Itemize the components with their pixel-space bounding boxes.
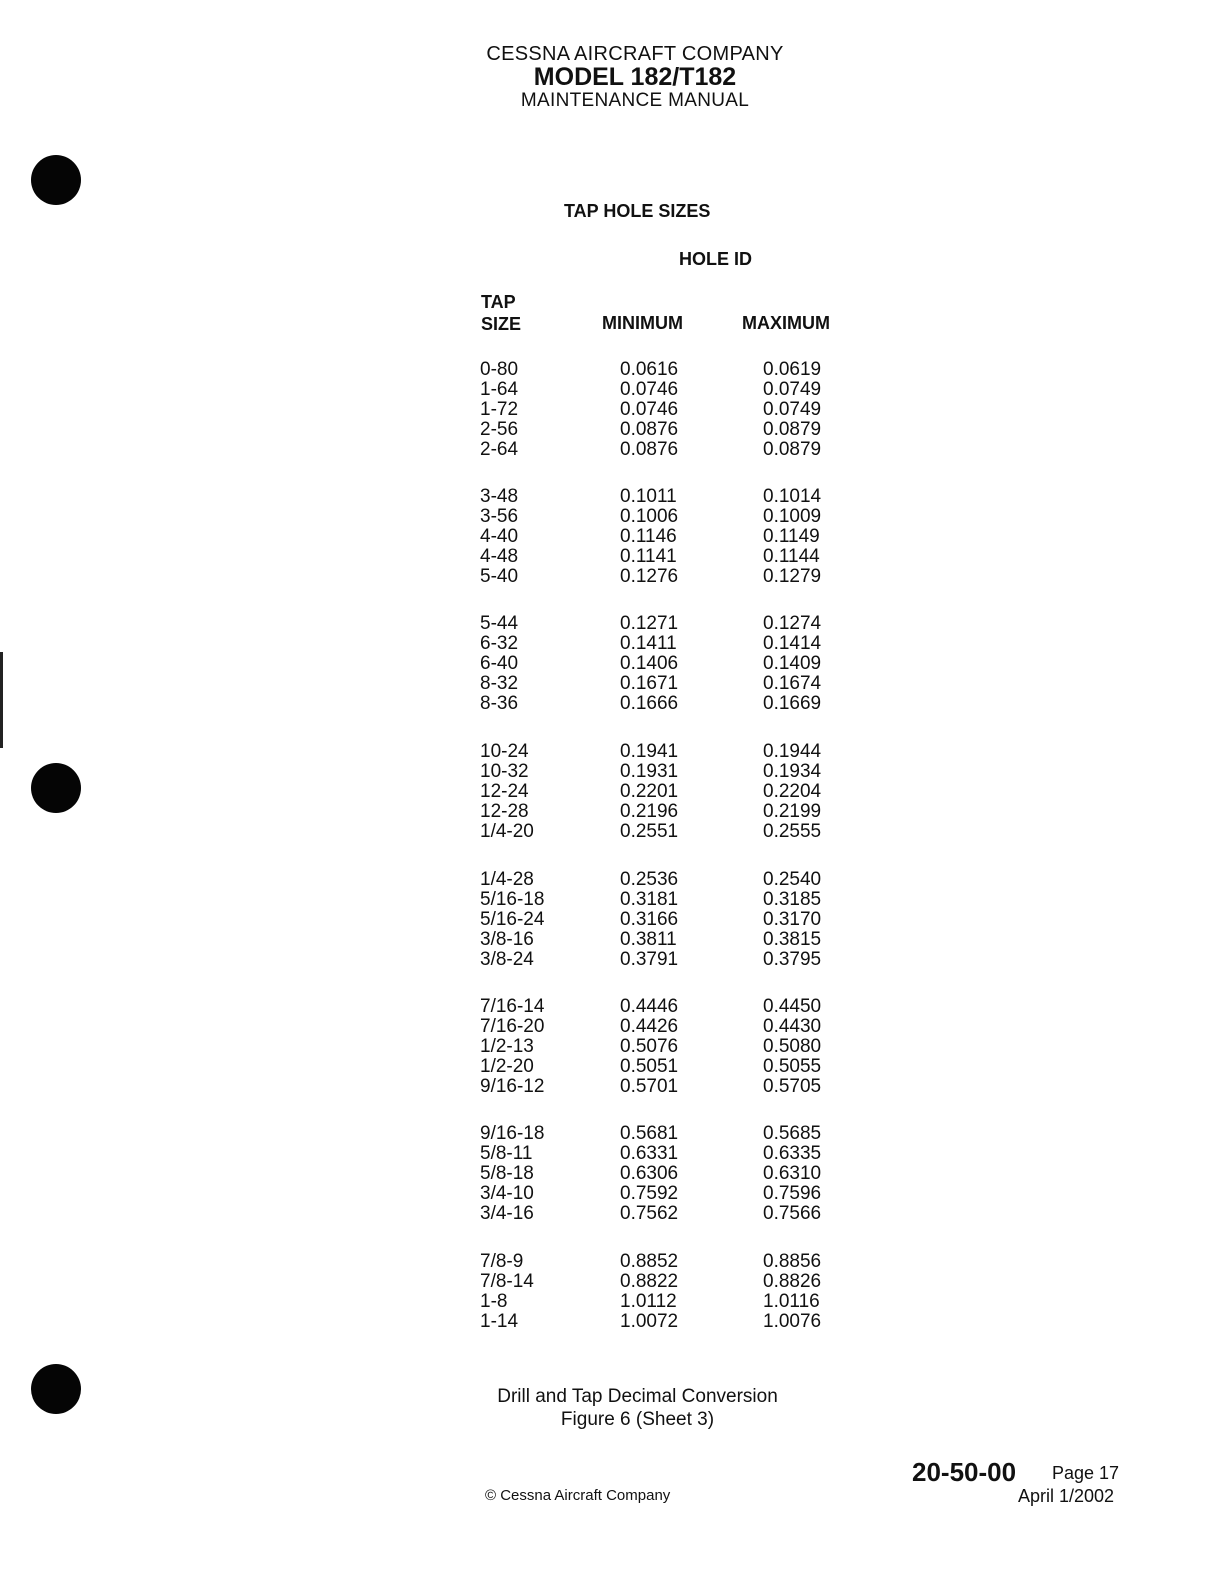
minimum-cell: 0.1271 bbox=[620, 613, 679, 634]
tap-size-cell: 10-32 bbox=[480, 761, 529, 782]
tap-size-cell: 3-48 bbox=[480, 486, 519, 507]
page-header bbox=[0, 44, 1220, 110]
maximum-cell: 0.0879 bbox=[763, 419, 822, 440]
minimum-cell: 0.1411 bbox=[620, 633, 677, 654]
minimum-cell: 0.6331 bbox=[620, 1143, 679, 1164]
maximum-cell: 0.5685 bbox=[763, 1123, 822, 1144]
minimum-cell: 0.5701 bbox=[620, 1076, 679, 1097]
table-row bbox=[0, 1124, 1220, 1144]
table-row bbox=[0, 1272, 1220, 1292]
maximum-cell: 0.1669 bbox=[763, 693, 822, 714]
maximum-cell: 0.1149 bbox=[763, 526, 820, 547]
maximum-cell: 0.2199 bbox=[763, 801, 822, 822]
maximum-cell: 0.1674 bbox=[763, 673, 822, 694]
minimum-cell: 0.1146 bbox=[620, 526, 677, 547]
company-name: CESSNA AIRCRAFT COMPANY bbox=[486, 43, 784, 65]
caption-figure: Figure 6 (Sheet 3) bbox=[560, 1409, 715, 1430]
tap-size-cell: 1-72 bbox=[480, 399, 519, 420]
minimum-cell: 0.1666 bbox=[620, 693, 679, 714]
revision-date: April 1/2002 bbox=[1018, 1486, 1115, 1506]
table-row bbox=[0, 567, 1220, 587]
maximum-cell: 0.3185 bbox=[763, 889, 822, 910]
maximum-cell: 0.4450 bbox=[763, 996, 822, 1017]
minimum-cell: 0.1006 bbox=[620, 506, 679, 527]
minimum-cell: 0.4446 bbox=[620, 996, 679, 1017]
punch-hole-icon bbox=[31, 155, 81, 205]
tap-size-cell: 12-24 bbox=[480, 781, 529, 802]
tap-size-cell: 1-8 bbox=[480, 1291, 508, 1312]
minimum-cell: 1.0072 bbox=[620, 1311, 679, 1332]
tap-size-cell: 8-36 bbox=[480, 693, 519, 714]
table-row bbox=[0, 1312, 1220, 1332]
tap-size-cell: 6-32 bbox=[480, 633, 519, 654]
row-group bbox=[0, 997, 1220, 1097]
table-row bbox=[0, 1204, 1220, 1224]
tap-size-cell: 1/4-20 bbox=[480, 821, 534, 842]
tap-size-cell: 10-24 bbox=[480, 741, 529, 762]
table-row bbox=[0, 1252, 1220, 1272]
tap-size-cell: 3-56 bbox=[480, 506, 519, 527]
row-group bbox=[0, 614, 1220, 714]
maximum-cell: 0.1014 bbox=[763, 486, 822, 507]
table-row bbox=[0, 782, 1220, 802]
tap-size-cell: 9/16-12 bbox=[480, 1076, 545, 1097]
maximum-cell: 0.4430 bbox=[763, 1016, 822, 1037]
tap-size-cell: 7/16-20 bbox=[480, 1016, 545, 1037]
tap-size-cell: 4-40 bbox=[480, 526, 519, 547]
minimum-cell: 0.5051 bbox=[620, 1056, 679, 1077]
tap-size-cell: 9/16-18 bbox=[480, 1123, 545, 1144]
table-row bbox=[0, 634, 1220, 654]
maximum-cell: 0.5055 bbox=[763, 1056, 822, 1077]
minimum-cell: 0.8852 bbox=[620, 1251, 679, 1272]
table-title: TAP HOLE SIZES bbox=[564, 201, 711, 221]
tap-size-cell: 5/8-18 bbox=[480, 1163, 534, 1184]
table-row bbox=[0, 547, 1220, 567]
caption-title: Drill and Tap Decimal Conversion bbox=[497, 1386, 778, 1407]
maximum-cell: 0.0879 bbox=[763, 439, 822, 460]
maximum-cell: 0.5705 bbox=[763, 1076, 822, 1097]
tap-size-header-line1: TAP bbox=[481, 292, 516, 312]
maximum-cell: 0.7596 bbox=[763, 1183, 822, 1204]
maximum-cell: 0.1409 bbox=[763, 653, 822, 674]
minimum-cell: 0.0746 bbox=[620, 399, 679, 420]
maximum-cell: 0.6335 bbox=[763, 1143, 822, 1164]
tap-size-cell: 3/8-24 bbox=[480, 949, 534, 970]
tap-size-cell: 8-32 bbox=[480, 673, 519, 694]
tap-size-cell: 5-44 bbox=[480, 613, 519, 634]
minimum-cell: 0.7562 bbox=[620, 1203, 679, 1224]
tap-size-cell: 1-14 bbox=[480, 1311, 519, 1332]
maximum-cell: 0.3795 bbox=[763, 949, 822, 970]
maximum-cell: 0.3815 bbox=[763, 929, 822, 950]
maximum-cell: 0.8856 bbox=[763, 1251, 822, 1272]
table-row bbox=[0, 614, 1220, 634]
tap-size-cell: 3/4-10 bbox=[480, 1183, 534, 1204]
table-row bbox=[0, 654, 1220, 674]
row-group bbox=[0, 1252, 1220, 1332]
table-row bbox=[0, 742, 1220, 762]
table-row bbox=[0, 1292, 1220, 1312]
table-row bbox=[0, 1184, 1220, 1204]
minimum-cell: 0.3791 bbox=[620, 949, 679, 970]
tap-size-header-line2: SIZE bbox=[481, 314, 522, 334]
table-row bbox=[0, 360, 1220, 380]
tap-size-cell: 7/8-9 bbox=[480, 1251, 524, 1272]
maximum-cell: 0.8826 bbox=[763, 1271, 822, 1292]
table-row bbox=[0, 870, 1220, 890]
minimum-cell: 0.1141 bbox=[620, 546, 677, 567]
minimum-cell: 0.0876 bbox=[620, 439, 679, 460]
minimum-cell: 0.2551 bbox=[620, 821, 679, 842]
minimum-cell: 0.1406 bbox=[620, 653, 679, 674]
table-row bbox=[0, 930, 1220, 950]
table-row bbox=[0, 400, 1220, 420]
minimum-cell: 1.0112 bbox=[620, 1291, 677, 1312]
minimum-cell: 0.1276 bbox=[620, 566, 679, 587]
tap-size-header bbox=[481, 291, 521, 335]
table-row bbox=[0, 1017, 1220, 1037]
maximum-cell: 0.5080 bbox=[763, 1036, 822, 1057]
minimum-cell: 0.1011 bbox=[620, 486, 677, 507]
row-group bbox=[0, 487, 1220, 587]
tap-size-cell: 12-28 bbox=[480, 801, 529, 822]
tap-size-cell: 5/8-11 bbox=[480, 1143, 533, 1164]
tap-size-cell: 2-56 bbox=[480, 419, 519, 440]
minimum-cell: 0.1931 bbox=[620, 761, 679, 782]
minimum-cell: 0.4426 bbox=[620, 1016, 679, 1037]
table-row bbox=[0, 1037, 1220, 1057]
table-row bbox=[0, 1077, 1220, 1097]
table-row bbox=[0, 910, 1220, 930]
tap-size-cell: 7/8-14 bbox=[480, 1271, 534, 1292]
tap-size-cell: 4-48 bbox=[480, 546, 519, 567]
maximum-header: MAXIMUM bbox=[742, 313, 830, 333]
minimum-cell: 0.8822 bbox=[620, 1271, 679, 1292]
table-row bbox=[0, 762, 1220, 782]
maximum-cell: 0.1414 bbox=[763, 633, 822, 654]
table-row bbox=[0, 674, 1220, 694]
maximum-cell: 0.1934 bbox=[763, 761, 822, 782]
table-row bbox=[0, 1057, 1220, 1077]
table-row bbox=[0, 822, 1220, 842]
table-row bbox=[0, 440, 1220, 460]
maximum-cell: 0.6310 bbox=[763, 1163, 822, 1184]
minimum-cell: 0.3181 bbox=[620, 889, 679, 910]
table-row bbox=[0, 380, 1220, 400]
maximum-cell: 0.2555 bbox=[763, 821, 822, 842]
tap-size-cell: 3/4-16 bbox=[480, 1203, 534, 1224]
minimum-cell: 0.7592 bbox=[620, 1183, 679, 1204]
maximum-cell: 0.2204 bbox=[763, 781, 822, 802]
tap-size-cell: 6-40 bbox=[480, 653, 519, 674]
tap-size-cell: 3/8-16 bbox=[480, 929, 534, 950]
row-group bbox=[0, 870, 1220, 970]
tap-size-cell: 1-64 bbox=[480, 379, 519, 400]
table-row bbox=[0, 802, 1220, 822]
maximum-cell: 0.1944 bbox=[763, 741, 822, 762]
minimum-header: MINIMUM bbox=[602, 313, 683, 333]
tap-size-cell: 5/16-18 bbox=[480, 889, 545, 910]
row-group bbox=[0, 1124, 1220, 1224]
tap-size-cell: 1/4-28 bbox=[480, 869, 534, 890]
manual-title: MAINTENANCE MANUAL bbox=[520, 90, 750, 111]
minimum-cell: 0.1941 bbox=[620, 741, 679, 762]
minimum-cell: 0.2201 bbox=[620, 781, 679, 802]
minimum-cell: 0.0746 bbox=[620, 379, 679, 400]
copyright: © Cessna Aircraft Company bbox=[485, 1487, 671, 1504]
maximum-cell: 0.0619 bbox=[763, 359, 822, 380]
tap-size-cell: 5-40 bbox=[480, 566, 519, 587]
table-row bbox=[0, 1164, 1220, 1184]
maximum-cell: 0.1009 bbox=[763, 506, 822, 527]
table-row bbox=[0, 487, 1220, 507]
minimum-cell: 0.1671 bbox=[620, 673, 679, 694]
row-group bbox=[0, 360, 1220, 460]
row-group bbox=[0, 742, 1220, 842]
document-number: 20-50-00 bbox=[912, 1457, 1017, 1487]
table-row bbox=[0, 950, 1220, 970]
minimum-cell: 0.2196 bbox=[620, 801, 679, 822]
table-row bbox=[0, 890, 1220, 910]
minimum-cell: 0.5681 bbox=[620, 1123, 679, 1144]
minimum-cell: 0.2536 bbox=[620, 869, 679, 890]
hole-id-header: HOLE ID bbox=[679, 249, 753, 269]
figure-caption bbox=[0, 1385, 1220, 1431]
minimum-cell: 0.0616 bbox=[620, 359, 679, 380]
minimum-cell: 0.5076 bbox=[620, 1036, 679, 1057]
model-title: MODEL 182/T182 bbox=[533, 63, 737, 91]
tap-size-cell: 7/16-14 bbox=[480, 996, 545, 1017]
maximum-cell: 1.0076 bbox=[763, 1311, 822, 1332]
minimum-cell: 0.0876 bbox=[620, 419, 679, 440]
maximum-cell: 0.1144 bbox=[763, 546, 820, 567]
minimum-cell: 0.3811 bbox=[620, 929, 677, 950]
maximum-cell: 0.3170 bbox=[763, 909, 822, 930]
maximum-cell: 1.0116 bbox=[763, 1291, 820, 1312]
maximum-cell: 0.7566 bbox=[763, 1203, 822, 1224]
table-row bbox=[0, 997, 1220, 1017]
table-row bbox=[0, 507, 1220, 527]
page-number: Page 17 bbox=[1052, 1463, 1120, 1483]
maximum-cell: 0.2540 bbox=[763, 869, 822, 890]
tap-size-cell: 2-64 bbox=[480, 439, 519, 460]
maximum-cell: 0.0749 bbox=[763, 399, 822, 420]
tap-size-cell: 1/2-13 bbox=[480, 1036, 534, 1057]
maximum-cell: 0.0749 bbox=[763, 379, 822, 400]
table-row bbox=[0, 527, 1220, 547]
table-row bbox=[0, 1144, 1220, 1164]
minimum-cell: 0.3166 bbox=[620, 909, 679, 930]
maximum-cell: 0.1274 bbox=[763, 613, 822, 634]
minimum-cell: 0.6306 bbox=[620, 1163, 679, 1184]
tap-size-cell: 5/16-24 bbox=[480, 909, 545, 930]
table-row bbox=[0, 420, 1220, 440]
table-row bbox=[0, 694, 1220, 714]
tap-size-cell: 1/2-20 bbox=[480, 1056, 534, 1077]
maximum-cell: 0.1279 bbox=[763, 566, 822, 587]
tap-size-cell: 0-80 bbox=[480, 359, 519, 380]
